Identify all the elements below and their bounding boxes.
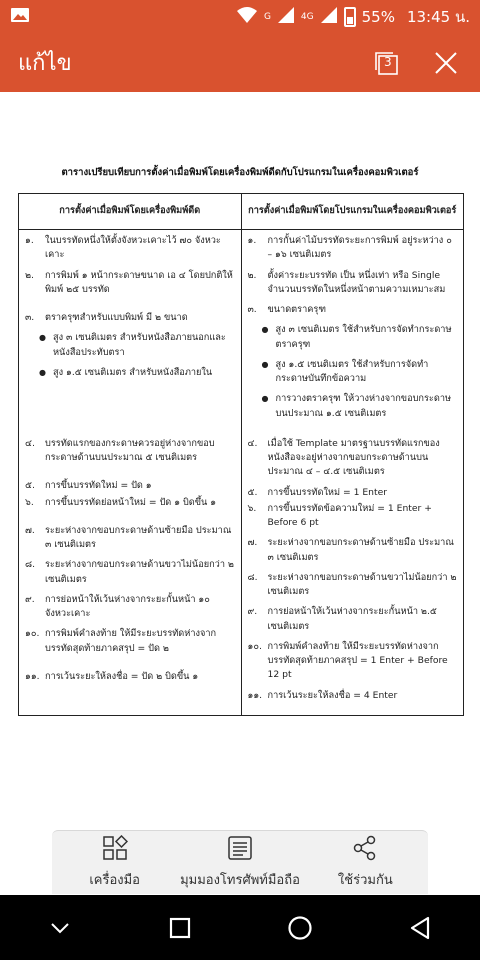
close-button[interactable]	[430, 47, 462, 79]
item-text: การขึ้นบรรทัดย่อหน้าใหม่ = ปัด ๑ บิดขึ้น ๑	[45, 496, 217, 508]
list-item	[25, 437, 235, 466]
recent-apps-icon	[169, 917, 191, 939]
item-text: การเว้นระยะให้ลงชื่อ = ปัด ๒ บิดขึ้น ๑	[45, 670, 199, 682]
item-number: ๑.	[247, 235, 257, 246]
item-text: ระยะห่างจากขอบกระดาษด้านขวาไม่น้อยกว่า ๒ เซนติเมตร	[267, 571, 457, 597]
pages-count: 3	[384, 54, 392, 69]
share-icon	[352, 835, 378, 861]
page-title: แก้ไข	[18, 51, 72, 76]
list-item	[25, 311, 235, 325]
bullet-text: สูง ๑.๕ เซนติเมตร สำหรับหนังสือภายใน	[53, 366, 213, 378]
table-header-row	[19, 194, 464, 230]
item-text: การขึ้นบรรทัดใหม่ = 1 Enter	[267, 486, 388, 498]
item-number: ๑๐.	[247, 640, 262, 652]
list-item	[248, 502, 458, 531]
list-item	[25, 496, 235, 510]
item-text: ขนาดตราครุฑ	[267, 304, 326, 315]
list-item	[25, 234, 235, 263]
item-number: ๔.	[25, 437, 35, 449]
comparison-table	[18, 193, 464, 716]
bullet-text: สูง ๑.๕ เซนติเมตร ใช้สำหรับการจัดทำกระดาษบันทึกข้อความ	[275, 358, 429, 384]
bullet-icon	[262, 323, 276, 352]
bullet-text: สูง ๓ เซนติเมตร ใช้สำหรับการจัดทำกระดาษตราครุฑ	[275, 324, 452, 350]
item-number: ๗.	[25, 524, 35, 536]
battery-percent: 55%	[361, 7, 395, 26]
close-icon	[434, 51, 458, 75]
bullet-text: การวางตราครุฑ ให้วางห่างจากขอบกระดาษบนประมาณ ๑.๕ เซนติเมตร	[275, 393, 452, 419]
item-number: ๙.	[25, 593, 35, 605]
phone-view-icon	[227, 835, 253, 861]
document-view[interactable]	[0, 92, 480, 832]
chevron-down-icon	[50, 922, 70, 934]
item-number: ๗.	[247, 537, 258, 549]
bullet-item	[262, 392, 458, 421]
list-item	[248, 571, 458, 600]
item-text: การกั้นค่าไม้บรรทัดระยะการพิมพ์ อยู่ระหว่าง ๐ – ๑๖ เซนติเมตร	[267, 235, 452, 261]
item-number: ๙.	[247, 606, 258, 618]
app-bar	[0, 33, 480, 92]
list-item	[248, 536, 458, 565]
item-text: การย่อหน้าให้เว้นห่างจากระยะกั้นหน้า ๑๐ จังหวะเคาะ	[45, 593, 210, 619]
bullet-icon	[262, 358, 276, 387]
item-text: บรรทัดแรกของกระดาษควรอยู่ห่างจากขอบกระดาษด้านบนประมาณ ๕ เซนติเมตร	[45, 437, 215, 463]
bullet-text: สูง ๓ เซนติเมตร สำหรับหนังสือภายนอกและหนังสือประทับตรา	[53, 332, 226, 358]
tools-label: เครื่องมือ	[89, 873, 140, 888]
item-number: ๕.	[25, 480, 35, 492]
carrier-g-label: G	[263, 11, 271, 22]
share-button[interactable]	[303, 831, 428, 894]
home-icon	[287, 915, 313, 941]
list-item	[25, 593, 235, 622]
item-text: การขึ้นบรรทัดใหม่ = ปัด ๑	[45, 480, 152, 492]
item-text: ระยะห่างจากขอบกระดาษด้านขวาไม่น้อยกว่า ๒ เซนติเมตร	[45, 559, 234, 585]
battery-icon	[344, 7, 356, 27]
bullet-item	[39, 366, 235, 380]
item-text: ระยะห่างจากขอบกระดาษด้านซ้ายมือ ประมาณ ๓ เซนติเมตร	[267, 537, 454, 563]
bottom-toolbar	[52, 830, 428, 894]
list-item	[25, 269, 235, 298]
item-number: ๑๐.	[25, 628, 40, 640]
list-item	[25, 627, 235, 656]
item-number: ๖.	[247, 502, 257, 514]
share-label: ใช้ร่วมกัน	[337, 873, 393, 888]
list-item	[25, 558, 235, 587]
item-number: ๘.	[247, 571, 258, 583]
phone-view-button[interactable]	[177, 831, 302, 894]
signal-icon	[277, 6, 295, 28]
list-item	[248, 234, 458, 263]
table-header-computer: การตั้งค่าเมื่อพิมพ์โดยโปรแกรมในเครื่องคอมพิวเตอร์	[241, 194, 464, 230]
item-number: ๒.	[247, 269, 257, 281]
item-number: ๑.	[25, 235, 34, 246]
pages-button[interactable]	[370, 47, 402, 79]
item-text: ระยะห่างจากขอบกระดาษด้านซ้ายมือ ประมาณ ๓ เซนติเมตร	[45, 524, 232, 550]
nav-back-button[interactable]	[400, 908, 440, 948]
document-title: ตารางเปรียบเทียบการตั้งค่าเมื่อพิมพ์โดยเครื่องพิมพ์ดีดกับโปรแกรมในเครื่องคอมพิวเตอร์	[61, 167, 419, 178]
item-text: การขึ้นบรรทัดข้อความใหม่ = 1 Enter + Before 6 pt	[267, 502, 432, 528]
list-item	[25, 479, 235, 493]
item-text: ตราครุฑสำหรับแบบพิมพ์ มี ๒ ขนาด	[45, 312, 188, 323]
table-cell-left	[19, 230, 242, 433]
table-cell-right	[241, 433, 464, 716]
list-item	[248, 689, 458, 703]
nav-recent-button[interactable]	[160, 908, 200, 948]
item-number: ๘.	[25, 559, 36, 571]
item-text: การย่อหน้าให้เว้นห่างจากระยะกั้นหน้า ๒.๕ เซนติเมตร	[267, 606, 437, 632]
tools-icon	[102, 835, 128, 861]
item-text: การพิมพ์คำลงท้าย ให้มีระยะบรรทัดห่างจากบรรทัดสุดท้ายภาคสรุป = ปัด ๒	[45, 628, 217, 654]
list-item	[248, 269, 458, 298]
item-number: ๒.	[25, 269, 34, 281]
list-item	[25, 670, 235, 684]
bullet-item	[262, 358, 458, 387]
item-text: ตั้งค่าระยะบรรทัด เป็น หนึ่งเท่า หรือ Single จำนวนบรรทัดในหนึ่งหน้าตามความเหมาะสม	[267, 269, 446, 295]
tools-button[interactable]	[52, 831, 177, 894]
item-text: เมื่อใช้ Template มาตรฐานบรรทัดแรกของหนังสือจะอยู่ห่างจากขอบกระดาษด้านบนประมาณ ๔ – ๔.๕ เซนติเมตร	[267, 437, 440, 478]
list-item	[248, 303, 458, 317]
image-icon	[10, 7, 30, 27]
nav-home-button[interactable]	[280, 908, 320, 948]
network-label: 4G	[300, 11, 314, 22]
nav-down-button[interactable]	[40, 908, 80, 948]
navigation-bar	[0, 895, 480, 960]
wifi-icon	[236, 6, 258, 28]
phone-view-label: มุมมองโทรศัพท์มือถือ	[180, 873, 300, 888]
list-item	[248, 605, 458, 634]
bullet-item	[262, 323, 458, 352]
signal-icon	[320, 6, 338, 28]
status-bar	[0, 0, 480, 33]
back-icon	[409, 916, 431, 940]
table-cell-left	[19, 433, 242, 716]
item-text: ในบรรทัดหนึ่งให้ตั้งจังหวะเคาะไว้ ๗๐ จังหวะเคาะ	[45, 235, 221, 261]
list-item	[248, 437, 458, 480]
item-number: ๕.	[247, 486, 258, 498]
clock: 13:45 น.	[406, 7, 470, 26]
item-number: ๖.	[25, 496, 34, 508]
table-row	[19, 433, 464, 716]
item-number: ๑๑.	[247, 689, 263, 701]
list-item	[248, 486, 458, 500]
bullet-icon	[39, 366, 53, 380]
item-text: การเว้นระยะให้ลงชื่อ = 4 Enter	[267, 689, 398, 701]
table-cell-right	[241, 230, 464, 433]
list-item	[25, 524, 235, 553]
item-number: ๔.	[247, 437, 258, 449]
table-row	[19, 230, 464, 433]
item-text: การพิมพ์คำลงท้าย ให้มีระยะบรรทัดห่างจากบรรทัดสุดท้ายภาคสรุป = 1 Enter + Before 12 pt	[267, 640, 448, 681]
list-item	[248, 640, 458, 683]
bullet-item	[39, 331, 235, 360]
bullet-icon	[262, 392, 276, 421]
item-number: ๓.	[247, 304, 257, 315]
table-header-typewriter: การตั้งค่าเมื่อพิมพ์โดยเครื่องพิมพ์ดีด	[19, 194, 242, 230]
item-number: ๑๑.	[25, 670, 40, 682]
bullet-icon	[39, 331, 53, 360]
item-number: ๓.	[25, 312, 35, 323]
item-text: การพิมพ์ ๑ หน้ากระดาษขนาด เอ ๔ โดยปกติให้พิมพ์ ๒๕ บรรทัด	[45, 269, 233, 295]
